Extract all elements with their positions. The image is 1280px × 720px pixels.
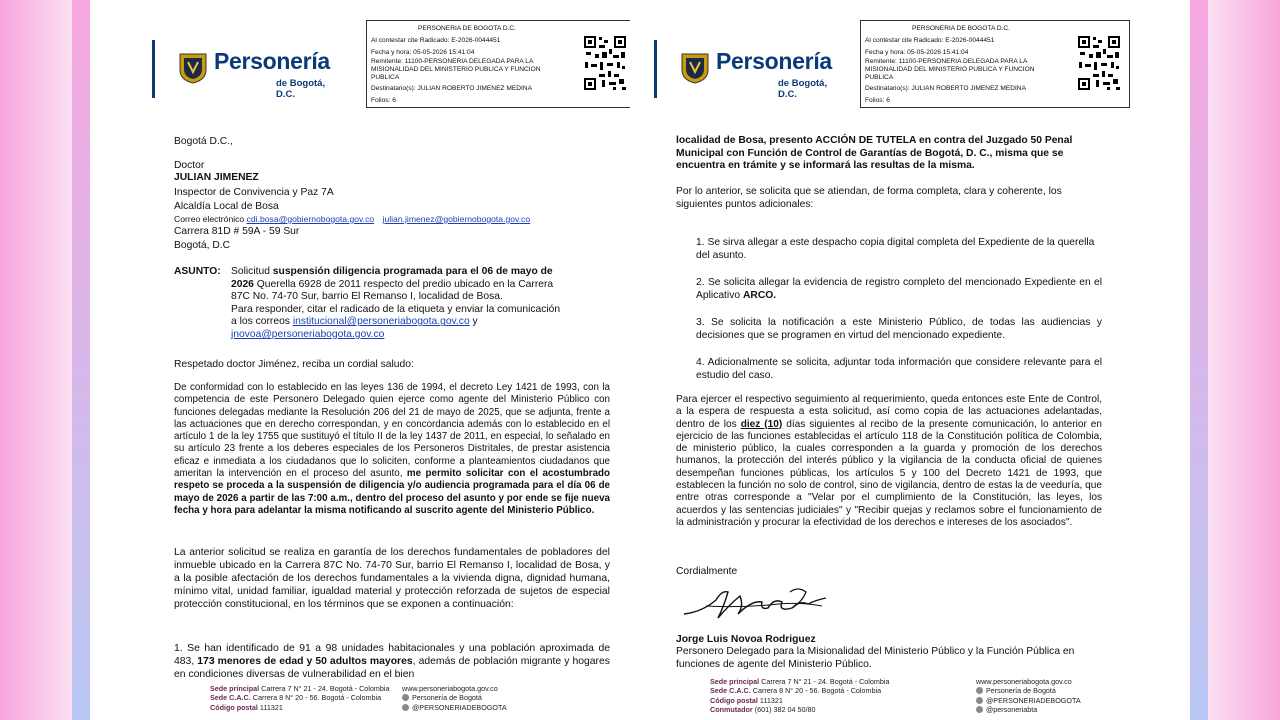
item1-b: 173 menores de edad y 50 adultos mayores <box>197 656 413 667</box>
logo-bar <box>152 40 155 98</box>
footer-cac: Carrera 8 N° 20 - 56. Bogotá - Colombia <box>752 686 882 696</box>
footer-fb[interactable]: Personería de Bogotá <box>412 693 482 703</box>
footer-cac-label: Sede C.A.C. <box>210 693 251 703</box>
stamp-radicado: Al contestar cite Radicado: E-2026-0044451 <box>865 37 995 44</box>
instagram-icon <box>976 697 983 704</box>
signature-icon <box>682 578 832 632</box>
logo-name: Personería <box>716 48 832 74</box>
asunto-line-1 <box>231 266 611 279</box>
logo-subtitle: de Bogotá, D.C. <box>778 78 828 100</box>
footer-x[interactable]: @personeriabta <box>986 704 1038 714</box>
footer-conmutador: (601) 382 04 50/80 <box>754 704 816 714</box>
asunto-line-6 <box>231 329 611 342</box>
asunto-email-link-1[interactable]: institucional@personeriabogota.gov.co <box>292 316 470 328</box>
footer-postal: 111321 <box>759 695 783 705</box>
salutation-title: Doctor <box>174 160 205 171</box>
footer-sede: Carrera 7 N° 21 - 24. Bogotá - Colombia <box>761 677 890 686</box>
point-3: 3. Se solicita la notificación a este Ministerio Público, de todas las audiencias y decisiones que se programen en virtud del mencionado expediente. <box>696 317 1102 341</box>
stamp-remitente-2: MISIONALIDAD DEL MINISTERIO PUBLICA Y FUNCION <box>865 66 1035 73</box>
footer-postal-label: Código postal <box>710 695 758 705</box>
footer-ig[interactable]: @PERSONERIADEBOGOTA <box>986 695 1081 705</box>
stamp-remitente-3: PUBLICA <box>371 74 400 81</box>
asunto-g: a los correos <box>231 316 290 328</box>
closing-b: diez (10) <box>740 418 783 430</box>
paragraph-2: La anterior solicitud se realiza en garantía de los derechos fundamentales de pobladores del inmueble ubicado en la Carrera 87C No. 74-70 Sur, barrio El Remanso I, localidad de Bosa, y a la posible afectación de los derechos fundamentales a la vivienda digna, dignidad humana, mínimo vital, unidad familiar, igualdad material y protección reforzada de sujetos de especial protección constitucional, en los términos que se exponen a continuación: <box>174 547 610 610</box>
stamp-remitente-1: Remitente: 11100-PERSONERIA DELEGADA PARA LA <box>371 58 534 65</box>
logo-subtitle: de Bogotá, D.C. <box>276 78 326 100</box>
city-line: Bogotá D.C., <box>174 136 233 147</box>
stamp-remitente-3: PUBLICA <box>865 74 894 81</box>
closing-paragraph <box>676 394 1102 529</box>
list-item-1 <box>174 642 610 680</box>
instagram-icon <box>402 704 409 711</box>
footer-postal-label: Código postal <box>210 702 258 712</box>
point-2-text: 2. Se solicita allegar la evidencia de registro completo del mencionado Expediente en el Aplicativo <box>696 277 1102 301</box>
x-icon <box>976 706 983 713</box>
asunto-y: y <box>472 316 478 328</box>
point-4: 4. Adicionalmente se solicita, adjuntar toda información que considere relevante para el estudio del caso. <box>696 357 1102 381</box>
personeria-logo <box>152 40 342 100</box>
left-side-gradient <box>72 0 90 720</box>
asunto-line-4: Para responder, citar el radicado de la etiqueta y enviar la comunicación <box>231 303 561 315</box>
asunto-line-5 <box>231 316 611 329</box>
footer-left-1 <box>210 684 389 712</box>
asunto-line-3: 87C No. 74-70 Sur, barrio El Remanso I, localidad de Bosa. <box>231 291 503 303</box>
right-side-gradient <box>1190 0 1208 720</box>
stamp-title: PERSONERIA DE BOGOTA D.C. <box>417 25 517 32</box>
item1-a: 1. Se han identificado de 91 a 98 unidades habitacionales y una población aproximada de 483, <box>174 643 610 667</box>
recipient-city: Bogotá, D.C <box>174 240 231 251</box>
email-line <box>174 213 530 226</box>
footer-fb[interactable]: Personería de Bogotá <box>986 686 1056 696</box>
document-page-1 <box>90 0 630 720</box>
signer-role: Personero Delegado para la Misionalidad del Ministerio Público y la Función Pública en funciones de agente del Ministerio Público. <box>676 646 1075 670</box>
asunto-b: suspensión diligencia programada para el 06 de mayo de <box>272 266 553 277</box>
coat-of-arms-icon <box>178 52 208 84</box>
paragraph-1-bold: me permito solicitar con el acostumbrado respeto se proceda a la suspensión de diligencia y/o audiencia programada para el día 06 de mayo de 2026 a partir de las 7:00 a.m., dentro del proceso del asunto y por ende se fije nueva fecha y hora para adelantar la misma notificando al suscrito agente del Ministerio Público. <box>174 468 610 516</box>
cordialmente: Cordialmente <box>676 566 738 577</box>
stamp-destinatario: Destinatario(s): JULIAN ROBERTO JIMENEZ MEDINA <box>865 85 1026 92</box>
item1-c: , además de población migrante y hogares en condiciones diversas de vulnerabilidad en el bien <box>174 656 610 680</box>
email-link-2[interactable]: julian.jimenez@gobiernobogota.gov.co <box>382 214 531 224</box>
footer-sede-label: Sede principal <box>710 677 760 686</box>
qr-code-icon <box>1077 35 1121 91</box>
logo-bar <box>654 40 657 98</box>
stamp-remitente-1: Remitente: 11100-PERSONERIA DELEGADA PARA LA <box>865 58 1028 65</box>
greeting: Respetado doctor Jiménez, reciba un cordial saludo: <box>174 359 414 370</box>
paragraph-1-regular: De conformidad con lo establecido en las leyes 136 de 1994, el decreto Ley 1421 de 1993, con la competencia de este Personero Delegado quien ejerce como agente del Ministerio Público con funciones delegadas mediante la Resolución 206 del 21 de mayo de 2025, que se adjunta, frente a las actuaciones que en derecho correspondan, y en concordancia además con lo establecido en el artículo 1 de la ley 1755 que sustituyó el título II de la ley 1437 de 2011, en especial, lo señalado en su artículo 23 frente a los deberes especiales de los Personeros Distritales, de prestar asistencia eficaz e inmediata a los ciudadanos que lo soliciten, conforme a planteamientos ciudadanos que ameritan la intervención en el proceso del asunto, <box>174 382 610 480</box>
facebook-icon <box>976 687 983 694</box>
footer-cac-label: Sede C.A.C. <box>710 686 751 696</box>
recipient-role: Inspector de Convivencia y Paz 7A <box>174 187 334 198</box>
stamp-folios: Folios: 6 <box>371 97 396 104</box>
intro-paragraph: Por lo anterior, se solicita que se atiendan, de forma completa, clara y coherente, los siguientes puntos adicionales: <box>676 186 1062 210</box>
continuation-bold: localidad de Bosa, presento ACCIÓN DE TUTELA en contra del Juzgado 50 Penal Municipal con Función de Control de Garantías de Bogotá, D. C., misma que se encuentra en trámite y se informará las resultas de la misma. <box>676 135 1073 171</box>
asunto-label: ASUNTO: <box>174 266 221 277</box>
footer-postal: 111321 <box>259 702 283 712</box>
paragraph-1 <box>174 382 610 517</box>
footer-conmutador-label: Conmutador <box>710 704 753 714</box>
stamp-folios: Folios: 6 <box>865 97 890 104</box>
stamp-fecha: Fecha y hora: 05-05-2026 15:41:04 <box>371 49 475 56</box>
asunto-email-link-2[interactable]: jnovoa@personeriabogota.gov.co <box>231 328 385 340</box>
footer-web[interactable]: www.personeriabogota.gov.co <box>976 677 1072 686</box>
asunto-c: 2026 <box>231 278 254 290</box>
document-page-2 <box>650 0 1190 720</box>
asunto-d: Querella 6928 de 2011 respecto del predio ubicado en la Carrera <box>256 278 554 290</box>
recipient-address: Carrera 81D # 59A - 59 Sur <box>174 226 300 237</box>
footer-left-2 <box>710 677 889 714</box>
asunto-line-2 <box>231 279 611 292</box>
point-2 <box>696 277 1102 302</box>
stamp-fecha: Fecha y hora: 05-05-2026 15:41:04 <box>865 49 969 56</box>
logo-name: Personería <box>214 48 330 74</box>
point-2-bold: ARCO. <box>742 289 777 301</box>
stamp-title: PERSONERIA DE BOGOTA D.C. <box>911 25 1011 32</box>
footer-web[interactable]: www.personeriabogota.gov.co <box>402 684 498 693</box>
qr-code-icon <box>583 35 627 91</box>
point-1: 1. Se sirva allegar a este despacho copia digital completa del Expediente de la querella del asunto. <box>696 237 1095 261</box>
stamp-radicado: Al contestar cite Radicado: E-2026-0044451 <box>371 37 501 44</box>
stamp-remitente-2: MISIONALIDAD DEL MINISTERIO PUBLICA Y FUNCION <box>371 66 541 73</box>
radicado-stamp <box>860 20 1130 108</box>
closing-a: Para ejercer el respectivo seguimiento al requerimiento, queda entonces este Ente de Control, a la espera de respuesta a esta solicitud, así como copia de las actuaciones adelantadas, dentro de los <box>676 394 1102 430</box>
footer-ig[interactable]: @PERSONERIADEBOGOTA <box>412 702 507 712</box>
recipient-name: JULIAN JIMENEZ <box>174 172 259 183</box>
recipient-office: Alcaldía Local de Bosa <box>174 201 279 212</box>
signer-name: Jorge Luis Novoa Rodriguez <box>676 634 816 645</box>
stamp-destinatario: Destinatario(s): JULIAN ROBERTO JIMENEZ MEDINA <box>371 85 532 92</box>
footer-right-2 <box>976 677 1081 714</box>
personeria-logo <box>654 40 844 100</box>
asunto-block <box>231 266 611 342</box>
footer-cac: Carrera 8 N° 20 - 56. Bogotá - Colombia <box>252 693 382 703</box>
email-link-1[interactable]: cdi.bosa@gobiernobogota.gov.co <box>246 214 375 224</box>
radicado-stamp <box>366 20 630 108</box>
closing-c: días siguientes al recibo de la presente comunicación, lo anterior en ejercicio de las funciones establecidas el artículo 118 de la Constitución política de Colombia, de ministerio público, la cuales corresponden a la guarda y promoción de los derechos humanos, la protección del interés público y la vigilancia de la conducta oficial de quienes desempeñan funciones públicas, los artículos 5 y 100 del Decreto 1421 de 1993, que establecen la función no solo de control, sino de vigilancia, dentro de estas la de veeduría, que entre otras corresponde a "Velar por el cumplimiento de la Constitución, las leyes, los acuerdos y las sentencias judiciales" y "Recibir quejas y reclamos sobre el funcionamiento de la administración y procurar la efectividad de los derechos e intereses de los asociados". <box>676 418 1103 528</box>
coat-of-arms-icon <box>680 52 710 84</box>
footer-right-1 <box>402 684 507 712</box>
footer-sede-label: Sede principal <box>210 684 260 693</box>
email-label: Correo electrónico <box>174 214 245 224</box>
asunto-a: Solicitud <box>231 266 270 277</box>
footer-sede: Carrera 7 N° 21 - 24. Bogotá - Colombia <box>261 684 390 693</box>
facebook-icon <box>402 694 409 701</box>
